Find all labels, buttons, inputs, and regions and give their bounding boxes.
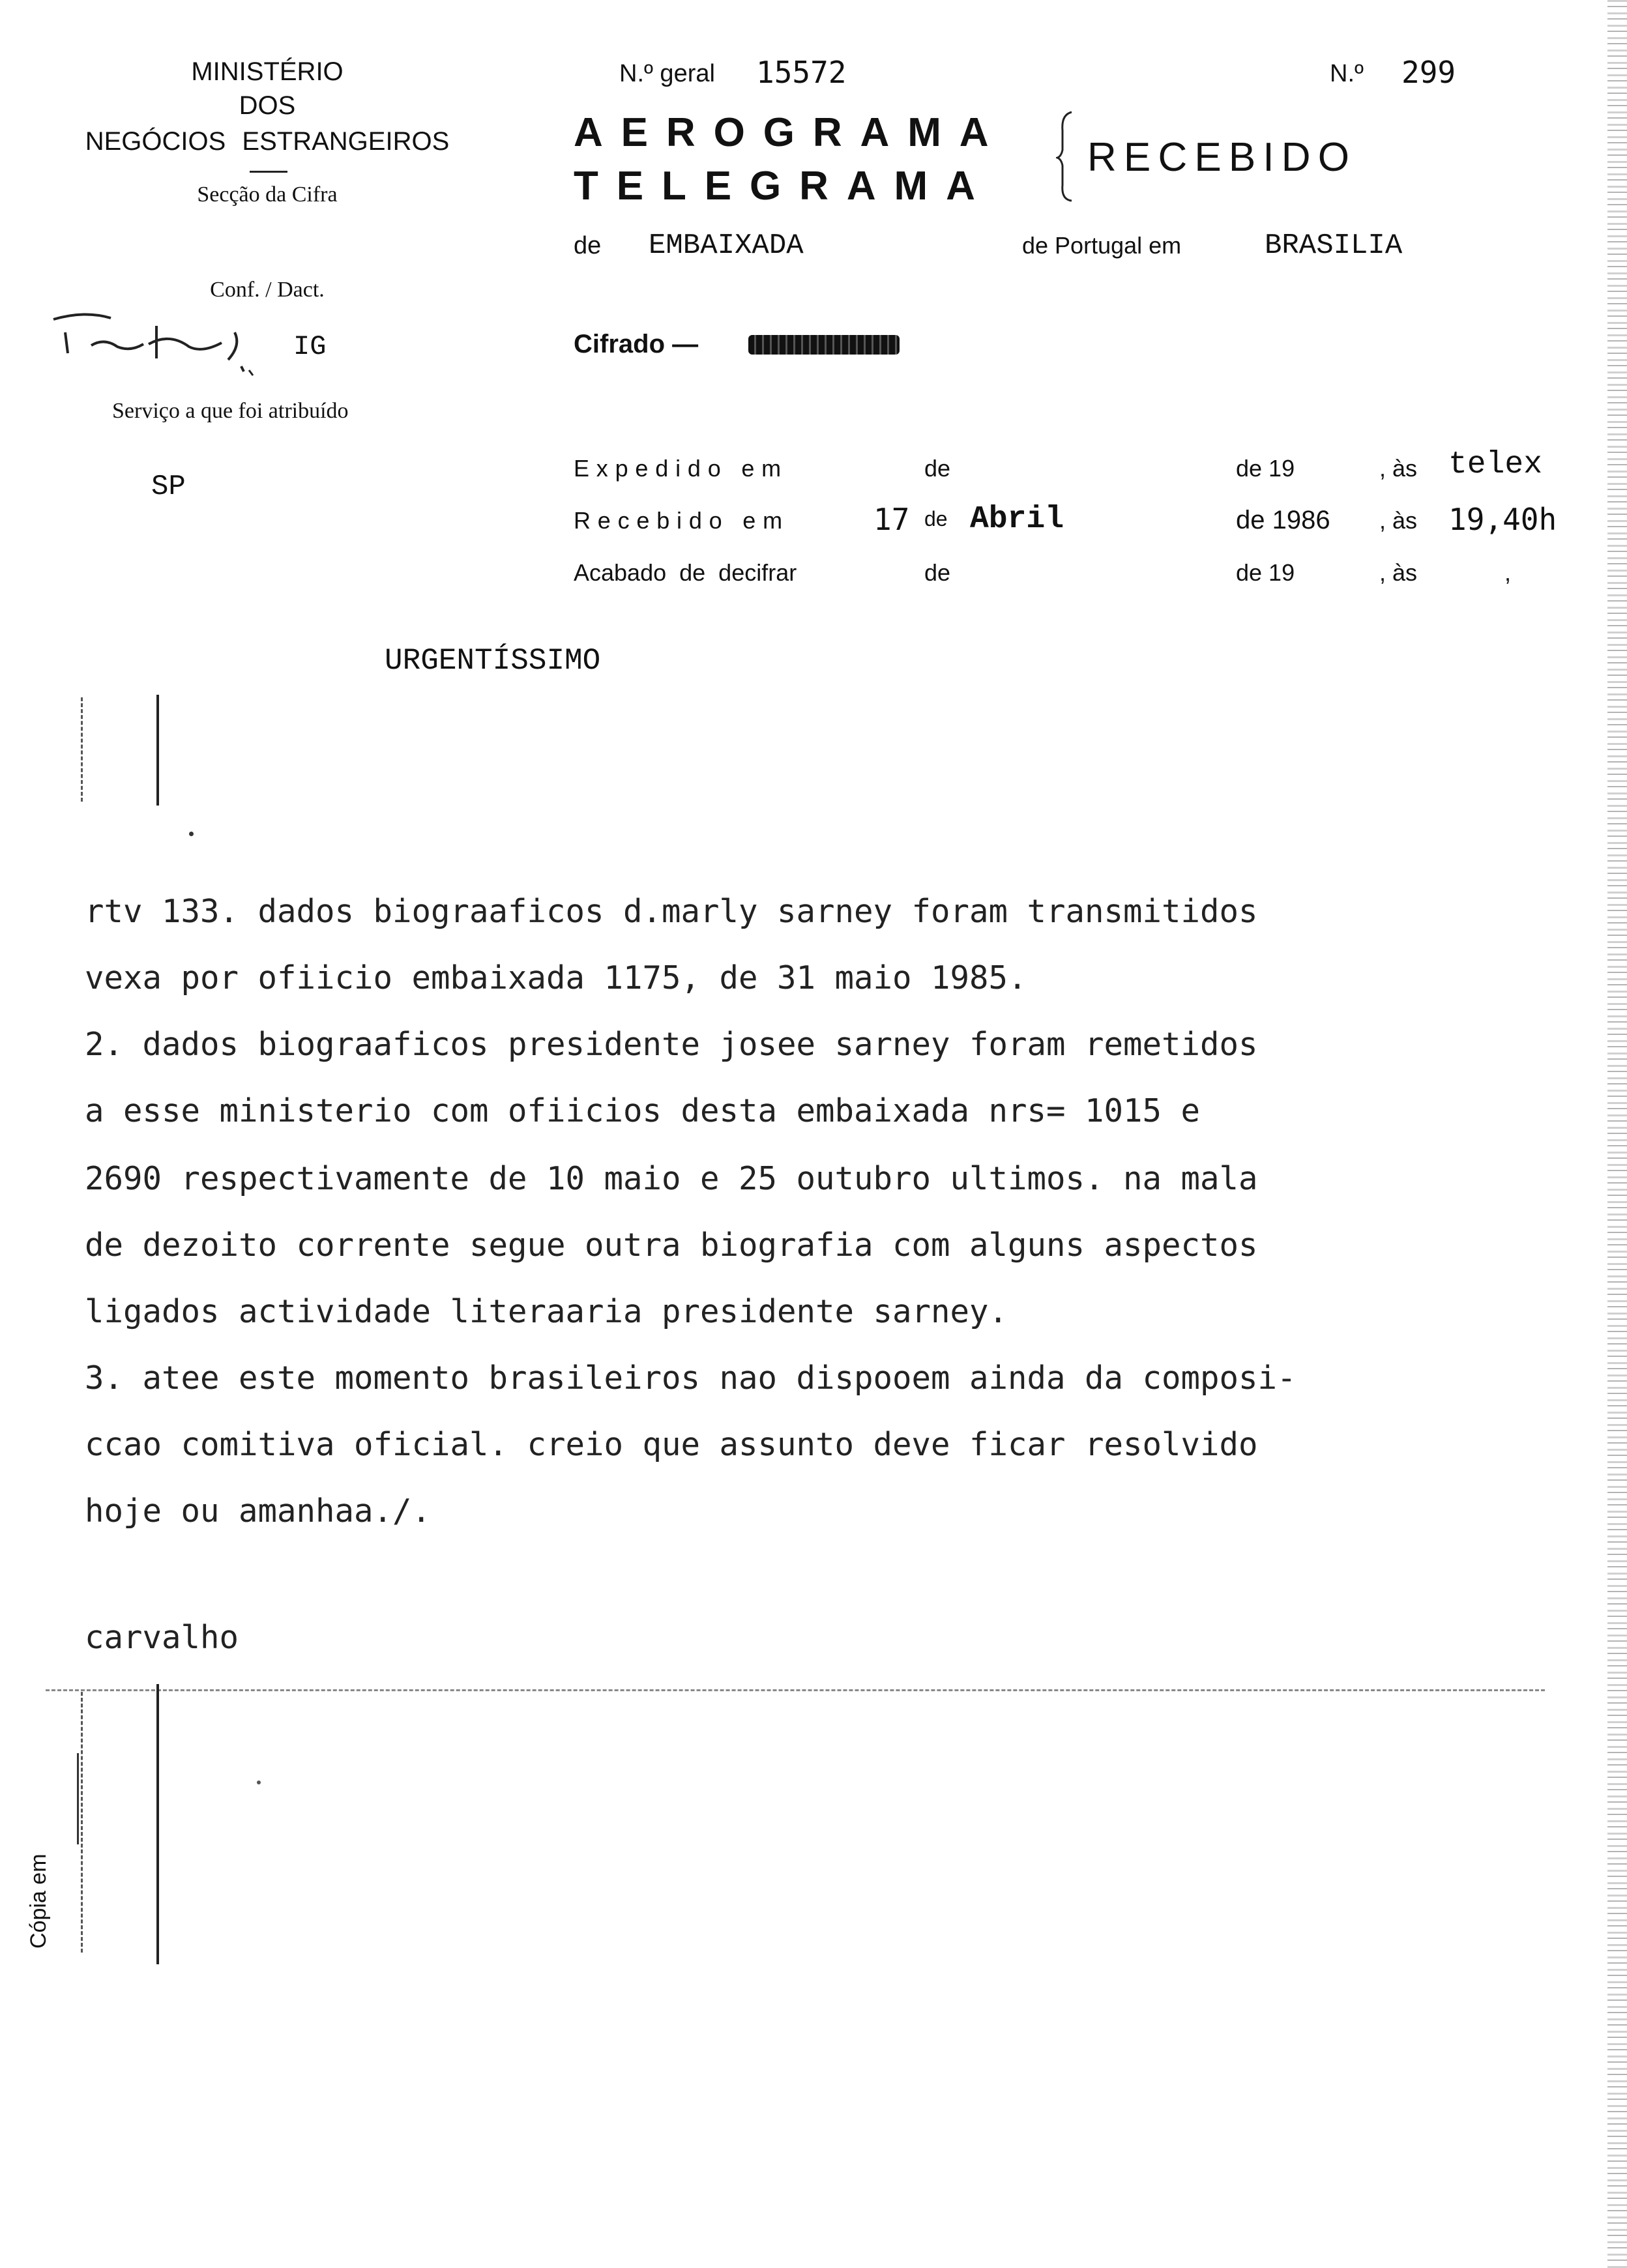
recebido-month: Abril (970, 502, 1064, 537)
body-line-5: 2690 respectivamente de 10 maio e 25 outubro ultimos. na mala (85, 1160, 1258, 1197)
body-line-4: a esse ministerio com ofiicios desta embaixada nrs= 1015 e (85, 1092, 1201, 1129)
recebido-day: 17 (873, 502, 910, 537)
body-line-6: de dezoito corrente segue outra biografia com alguns aspectos (85, 1227, 1258, 1264)
expedido-de: de (924, 455, 951, 482)
lower-separator-dashline (46, 1689, 1545, 1691)
recebido-year: de 1986 (1236, 506, 1330, 534)
cifrado-struck-word (748, 335, 900, 355)
conf-signature (46, 306, 280, 391)
section-divider (250, 171, 287, 173)
title-bracket (1056, 111, 1076, 202)
acabado-label: Acabado de decifrar (574, 559, 797, 586)
ministry-line3: NEGÓCIOS ESTRANGEIROS (85, 127, 450, 156)
lower-margin-dot (257, 1781, 261, 1784)
from-value: EMBAIXADA (649, 229, 804, 262)
ministry-line2: DOS (239, 91, 296, 120)
signature-text: carvalho (85, 1619, 239, 1656)
body-line-2: vexa por ofiicio embaixada 1175, de 31 maio 1985. (85, 959, 1027, 996)
body-line-8: 3. atee este momento brasileiros nao dispooem ainda da composi- (85, 1359, 1297, 1397)
section-label: Secção da Cifra (197, 182, 338, 207)
numero-value: 299 (1401, 55, 1456, 90)
upper-margin-dot (189, 832, 194, 836)
expedido-time: telex (1448, 447, 1543, 482)
expedido-as: , às (1379, 455, 1418, 482)
acabado-comma: , (1504, 559, 1512, 586)
recebido-label: Recebido em (574, 507, 789, 534)
scan-edge-artifact (1607, 0, 1627, 2268)
copia-underline (77, 1753, 79, 1844)
numero-label: N.º (1330, 60, 1364, 87)
recebido-de: de (924, 507, 948, 531)
body-line-10: hoje ou amanhaa./. (85, 1492, 432, 1530)
body-line-3: 2. dados biograaficos presidente josee sarney foram remetidos (85, 1026, 1258, 1063)
service-value: SP (151, 471, 186, 503)
priority-label: URGENTÍSSIMO (385, 644, 601, 678)
conf-label: Conf. / Dact. (210, 278, 325, 302)
title-aerograma: AEROGRAMA (574, 110, 1007, 155)
ministry-line1: MINISTÉRIO (191, 57, 344, 86)
upper-margin-line (156, 695, 159, 806)
recebido-as: , às (1379, 507, 1418, 534)
copia-label: Cópia em (26, 1854, 51, 1949)
body-line-9: ccao comitiva oficial. creio que assunto deve ficar resolvido (85, 1426, 1258, 1463)
from-label: de (574, 232, 602, 259)
lower-margin-line (156, 1684, 159, 1964)
acabado-de19: de 19 (1236, 559, 1295, 586)
acabado-de: de (924, 559, 951, 586)
status-recebido: RECEBIDO (1087, 135, 1357, 180)
cifrado-label: Cifrado — (574, 330, 699, 358)
location-label: de Portugal em (1022, 232, 1182, 259)
numero-geral-value: 15572 (756, 55, 847, 90)
lower-margin-dashline (81, 1692, 83, 1953)
body-line-1: rtv 133. dados biograaficos d.marly sarney foram transmitidos (85, 893, 1258, 930)
numero-geral-label: N.º geral (619, 60, 715, 87)
recebido-time: 19,40h (1448, 502, 1557, 537)
expedido-de19: de 19 (1236, 455, 1295, 482)
title-telegrama: TELEGRAMA (574, 164, 993, 209)
conf-value: IG (293, 331, 327, 362)
location-value: BRASILIA (1265, 229, 1403, 262)
service-label: Serviço a que foi atribuído (112, 399, 349, 423)
expedido-label: Expedido em (574, 455, 788, 482)
upper-margin-dashline (81, 697, 83, 802)
acabado-as: , às (1379, 559, 1418, 586)
body-line-7: ligados actividade literaaria presidente sarney. (85, 1293, 1008, 1330)
